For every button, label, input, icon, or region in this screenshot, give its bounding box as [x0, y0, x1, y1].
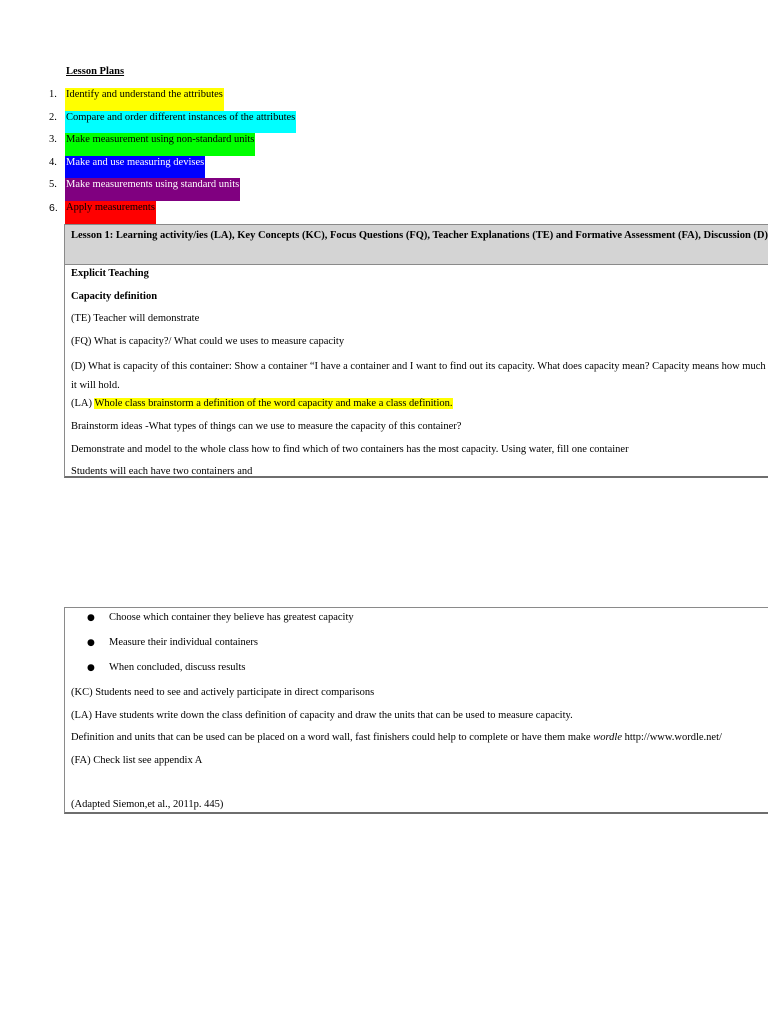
capacity-definition-heading: Capacity definition [71, 290, 158, 302]
lesson-plans-title: Lesson Plans [66, 66, 125, 77]
citation: (Adapted Siemon,et al., 2011p. 445) [71, 798, 224, 810]
plan-number: 3. [49, 134, 57, 146]
plan-text: Identify and understand the attributes [65, 88, 224, 111]
definition-units-text: Definition and units that can be used can be placed on a word wall, fast finishers could help to complete or have them make wordle http://www.wordle.net/ [71, 732, 722, 744]
lesson-table-part-1 [64, 224, 768, 478]
plan-item [49, 201, 296, 224]
lesson-table-part-2 [64, 607, 768, 814]
wordle-url: http://www.wordle.net/ [622, 732, 722, 744]
plan-text: Make measurement using non-standard units [65, 133, 255, 156]
plan-number: 5. [49, 179, 57, 191]
plan-text: Apply measurements [65, 201, 156, 224]
focus-question: (FQ) What is capacity?/ What could we uses to measure capacity [71, 335, 345, 347]
plan-item [49, 178, 296, 201]
plan-item [49, 156, 296, 179]
plan-item [49, 88, 296, 111]
teacher-explanation: (TE) Teacher will demonstrate [71, 313, 200, 325]
plan-number: 2. [49, 111, 57, 123]
plan-number: 4. [49, 156, 57, 168]
list-item: ● Measure their individual containers [87, 637, 258, 648]
list-item: ● When concluded, discuss results [87, 662, 246, 673]
plan-item [49, 133, 296, 156]
plan-number: 6. [49, 201, 58, 214]
plan-text: Make and use measuring devises [65, 156, 205, 179]
lesson-plan-list [49, 88, 296, 224]
plan-number: 1. [49, 89, 57, 100]
key-concept: (KC) Students need to see and actively participate in direct comparisons [71, 687, 375, 698]
plan-item [49, 111, 296, 134]
plan-text: Make measurements using standard units [65, 178, 240, 201]
discussion: (D) What is capacity of this container: Show a container “I have a container and I want to find out its capacity. What does capacity mean? Capacity means how much it will hold. [71, 361, 766, 392]
learning-activity: (LA) Whole class brainstorm a definition of the word capacity and make a class definition. [71, 398, 453, 410]
students-text: Students will each have two containers and [71, 466, 253, 478]
learning-activity-highlight: Whole class brainstorm a definition of the word capacity and make a class definition. [94, 398, 453, 410]
plan-text: Compare and order different instances of the attributes [65, 111, 296, 134]
wordle-text: wordle [593, 732, 622, 744]
learning-activity-2: (LA) Have students write down the class definition of capacity and draw the units that can be used to measure capacity. [71, 709, 573, 721]
student-task-list [71, 611, 768, 675]
formative-assessment: (FA) Check list see appendix A [71, 754, 203, 766]
explicit-teaching-heading: Explicit Teaching [71, 268, 149, 279]
lesson-header: Lesson 1: Learning activity/ies (LA), Key Concepts (KC), Focus Questions (FQ), Teacher Explanations (TE) and Formative Assessment (FA), Discussion (D) [65, 225, 768, 265]
brainstorm-text: Brainstorm ideas -What types of things can we use to measure the capacity of this container? [71, 420, 462, 432]
demonstrate-text: Demonstrate and model to the whole class how to find which of two containers has the most capacity. Using water, fill one container [71, 443, 629, 455]
list-item: ● Choose which container they believe has greatest capacity [87, 612, 354, 623]
